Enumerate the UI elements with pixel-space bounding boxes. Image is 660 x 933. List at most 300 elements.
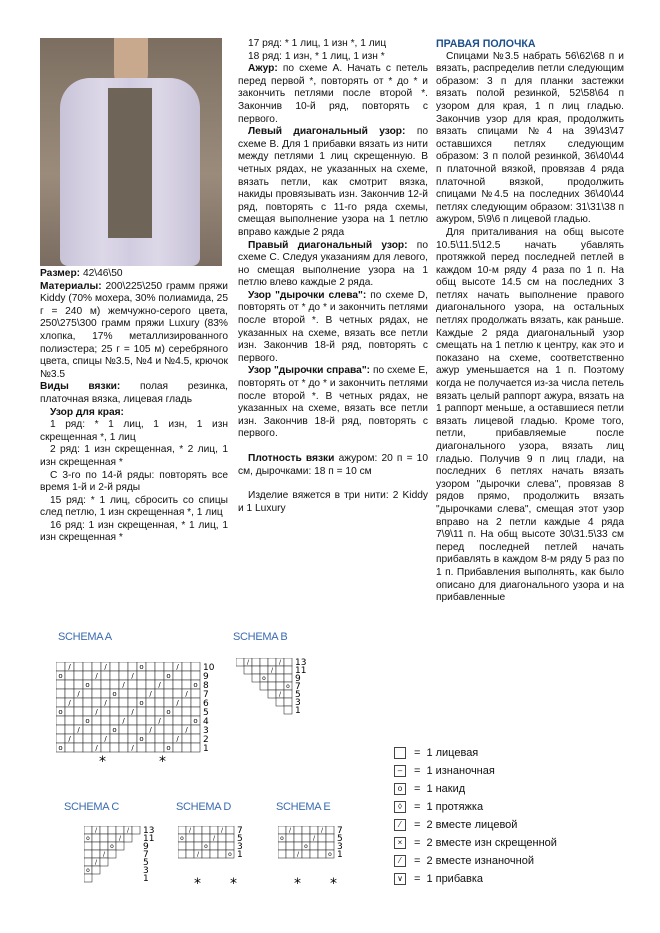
chart-symbol: o <box>85 681 90 689</box>
slip-symbol-icon: ◊ <box>394 801 406 813</box>
chart-cell <box>182 662 191 671</box>
chart-cell <box>164 689 173 698</box>
left-diag-text: по схеме B. Для 1 прибавки вязать из нити между петлями 1 лиц скрещенную. В четных рядах, не указанных на схеме, вязать петли, как смотрит вязка, накиды провязывать изн. Закончив 12-й ряд, повторять с 11-го ряда схемы, смещая выполнение узора на 1 петлю вправо каждые 2 ряда <box>238 126 428 238</box>
chart-symbol: / <box>68 699 71 707</box>
chart-cell <box>56 698 65 707</box>
row-number: 13 <box>143 826 155 836</box>
chart-symbol: / <box>131 744 134 752</box>
cardigan-photo <box>40 38 222 266</box>
chart-cell <box>182 743 191 752</box>
chart-cell <box>84 842 92 850</box>
chart-cell <box>182 680 191 689</box>
row-number: 5 <box>295 690 301 700</box>
chart-cell <box>83 671 92 680</box>
holes-right-text: по схеме E, повторять от * до * и закончить петлями после второй *. В четных рядах, не указанных на схеме, вязать все петли изн. Закончив 18-й ряд, повторять с первого. <box>238 365 428 440</box>
chart-symbol: / <box>95 708 98 716</box>
chart-cell <box>116 842 124 850</box>
chart-cell <box>74 734 83 743</box>
chart-cell <box>155 689 164 698</box>
chart-cell <box>268 690 276 698</box>
chart-symbol: o <box>139 735 144 743</box>
chart-symbol: o <box>58 708 63 716</box>
chart-cell <box>194 842 202 850</box>
chart-cell <box>164 698 173 707</box>
chart-cell <box>218 842 226 850</box>
chart-symbol: o <box>86 835 90 842</box>
chart-cell <box>84 850 92 858</box>
repeat-star: * <box>99 754 106 770</box>
chart-cell <box>191 743 200 752</box>
chart-cell <box>56 689 65 698</box>
size-value: 42\46\50 <box>82 268 123 279</box>
chart-cell <box>278 826 286 834</box>
chart-cell <box>268 674 276 682</box>
chart-cell <box>119 662 128 671</box>
chart-cell <box>110 734 119 743</box>
chart-symbol: / <box>95 744 98 752</box>
schema-a-label: SCHEMA A <box>58 631 112 643</box>
chart-cell <box>110 743 119 752</box>
chart-symbol: / <box>118 835 122 842</box>
chart-cell <box>137 725 146 734</box>
chart-symbol: o <box>112 726 117 734</box>
chart-cell <box>92 716 101 725</box>
chart-cell <box>116 826 124 834</box>
chart-cell <box>310 842 318 850</box>
chart-cell <box>74 698 83 707</box>
chart-cell <box>92 725 101 734</box>
schema-e-grid <box>278 826 334 858</box>
chart-symbol: o <box>86 867 90 874</box>
yarn-note: Изделие вяжется в три нити: 2 Kiddy и 1 Luxury <box>238 490 428 514</box>
chart-symbol: / <box>188 827 192 834</box>
chart-cell <box>74 680 83 689</box>
chart-cell <box>83 707 92 716</box>
chart-cell <box>191 734 200 743</box>
increase-symbol-icon: ∨ <box>394 873 406 885</box>
chart-cell <box>191 698 200 707</box>
chart-cell <box>119 671 128 680</box>
chart-cell <box>137 680 146 689</box>
symbol-legend <box>394 744 634 888</box>
chart-cell <box>260 666 268 674</box>
schema-d-label: SCHEMA D <box>176 801 232 813</box>
chart-symbol: / <box>122 681 125 689</box>
chart-cell <box>92 842 100 850</box>
row-number: 3 <box>203 726 209 736</box>
chart-cell <box>155 707 164 716</box>
p2tog-tbl-symbol-icon: × <box>394 837 406 849</box>
schema-c-chart <box>84 826 164 896</box>
chart-symbol: / <box>196 851 200 858</box>
schema-e-row-numbers <box>337 826 343 860</box>
schema-d-row-numbers <box>237 826 243 860</box>
chart-symbol: o <box>58 744 63 752</box>
row-number: 3 <box>295 698 301 708</box>
row-number: 5 <box>143 858 149 868</box>
chart-cell <box>65 671 74 680</box>
chart-cell <box>146 662 155 671</box>
repeat-star: * <box>230 876 237 892</box>
row-number: 3 <box>337 842 343 852</box>
chart-cell <box>74 716 83 725</box>
chart-cell <box>119 743 128 752</box>
repeat-star: * <box>330 876 337 892</box>
chart-cell <box>110 716 119 725</box>
chart-cell <box>182 698 191 707</box>
chart-symbol: o <box>166 744 171 752</box>
chart-symbol: / <box>131 672 134 680</box>
chart-cell <box>284 666 292 674</box>
chart-cell <box>83 734 92 743</box>
chart-cell <box>132 826 140 834</box>
chart-cell <box>128 716 137 725</box>
chart-cell <box>164 725 173 734</box>
chart-cell <box>155 725 164 734</box>
left-diag-label: Левый диагональный узор: <box>248 126 406 138</box>
chart-cell <box>110 680 119 689</box>
chart-cell <box>191 689 200 698</box>
legend-row: = 1 лицевая <box>394 744 634 762</box>
chart-symbol: / <box>126 827 130 834</box>
row-17: 17 ряд: * 1 лиц, 1 изн *, 1 лиц <box>248 38 387 49</box>
chart-cell <box>326 826 334 834</box>
chart-cell <box>92 734 101 743</box>
holes-left-text: по схеме D, повторять от * до * и закончить петлями после второй *. В четных рядах, не указанных на схеме, вязать все петли изн. Закончив 18-й ряд, повторять с первого. <box>238 289 428 364</box>
chart-cell <box>210 826 218 834</box>
chart-cell <box>100 842 108 850</box>
chart-symbol: / <box>94 827 98 834</box>
chart-cell <box>284 698 292 706</box>
ajur-label: Ажур: <box>248 63 278 75</box>
chart-cell <box>194 826 202 834</box>
row-number: 5 <box>237 834 243 844</box>
types-text: полая резинка, платочная вязка, лицевая гладь <box>40 381 228 405</box>
chart-symbol: / <box>246 659 250 666</box>
chart-cell <box>164 716 173 725</box>
row-number: 2 <box>203 735 209 745</box>
chart-cell <box>278 850 286 858</box>
chart-cell <box>65 689 74 698</box>
chart-cell <box>284 658 292 666</box>
chart-cell <box>101 716 110 725</box>
row-number: 1 <box>337 850 343 860</box>
chart-cell <box>128 734 137 743</box>
row-number: 5 <box>203 708 209 718</box>
row-number: 7 <box>143 850 149 860</box>
schema-a-grid <box>56 662 200 752</box>
chart-cell <box>108 834 116 842</box>
schema-c-grid <box>84 826 140 882</box>
chart-cell <box>244 666 252 674</box>
chart-symbol: / <box>68 663 71 671</box>
yarn-over-symbol-icon: o <box>394 783 406 795</box>
chart-cell <box>186 850 194 858</box>
chart-cell <box>182 734 191 743</box>
chart-cell <box>128 698 137 707</box>
schema-d-chart <box>178 826 258 896</box>
chart-cell <box>164 734 173 743</box>
chart-cell <box>137 671 146 680</box>
legend-row: × = 2 вместе изн скрещенной <box>394 834 634 852</box>
chart-cell <box>83 662 92 671</box>
chart-cell <box>178 826 186 834</box>
row-number: 9 <box>295 674 301 684</box>
row-18: 18 ряд: 1 изн, * 1 лиц, 1 изн * <box>248 50 385 62</box>
edge-row: 15 ряд: * 1 лиц, сбросить со спицы след петлю, 1 изн скрещенная *, 1 лиц <box>40 494 228 519</box>
chart-symbol: / <box>122 717 125 725</box>
chart-cell <box>310 850 318 858</box>
schema-c-label: SCHEMA C <box>64 801 120 813</box>
schema-b-grid <box>236 658 292 714</box>
chart-cell <box>92 850 100 858</box>
chart-cell <box>284 706 292 714</box>
chart-symbol: / <box>104 735 107 743</box>
chart-cell <box>218 850 226 858</box>
chart-cell <box>101 671 110 680</box>
chart-cell <box>137 716 146 725</box>
schema-e-chart <box>278 826 358 896</box>
chart-cell <box>155 743 164 752</box>
chart-symbol: o <box>139 699 144 707</box>
chart-cell <box>100 826 108 834</box>
chart-cell <box>284 674 292 682</box>
schema-b-chart <box>236 658 326 728</box>
chart-symbol: o <box>280 835 284 842</box>
chart-cell <box>310 826 318 834</box>
chart-cell <box>110 707 119 716</box>
row-number: 5 <box>337 834 343 844</box>
row-number: 7 <box>295 682 301 692</box>
chart-symbol: / <box>102 851 106 858</box>
materials-label: Материалы: <box>40 280 102 292</box>
chart-cell <box>146 734 155 743</box>
chart-cell <box>56 725 65 734</box>
chart-cell <box>155 671 164 680</box>
chart-cell <box>191 725 200 734</box>
chart-cell <box>74 707 83 716</box>
chart-cell <box>284 690 292 698</box>
chart-cell <box>202 826 210 834</box>
chart-cell <box>164 662 173 671</box>
chart-symbol: o <box>304 843 308 850</box>
chart-cell <box>276 666 284 674</box>
chart-cell <box>260 682 268 690</box>
repeat-star: * <box>194 876 201 892</box>
chart-cell <box>173 680 182 689</box>
chart-cell <box>146 680 155 689</box>
chart-symbol: / <box>296 851 300 858</box>
chart-symbol: o <box>110 843 114 850</box>
knit-symbol-icon <box>394 747 406 759</box>
chart-symbol: / <box>278 691 282 698</box>
chart-cell <box>128 680 137 689</box>
chart-cell <box>164 680 173 689</box>
chart-symbol: o <box>228 851 232 858</box>
edge-row: 1 ряд: * 1 лиц, 1 изн, 1 изн скрещенная *, 1 лиц <box>40 419 228 443</box>
chart-cell <box>302 826 310 834</box>
chart-cell <box>294 826 302 834</box>
chart-symbol: / <box>94 859 98 866</box>
chart-cell <box>210 842 218 850</box>
chart-symbol: / <box>176 735 179 743</box>
row-number: 10 <box>203 663 215 673</box>
schema-a-row-numbers <box>203 663 215 754</box>
chart-cell <box>110 671 119 680</box>
p2tog-symbol-icon: ⁄ <box>394 855 406 867</box>
chart-cell <box>65 680 74 689</box>
chart-cell <box>92 680 101 689</box>
chart-cell <box>92 834 100 842</box>
chart-symbol: o <box>328 851 332 858</box>
density-text: ажуром: 20 п = 10 см, дырочками: 18 п = 10 см <box>238 453 428 477</box>
chart-symbol: / <box>270 667 274 674</box>
chart-cell <box>182 716 191 725</box>
chart-symbol: o <box>262 675 266 682</box>
chart-symbol: / <box>104 663 107 671</box>
edge-row: 16 ряд: 1 изн скрещенная, * 1 лиц, 1 изн скрещенная * <box>40 519 228 544</box>
chart-cell <box>218 834 226 842</box>
chart-symbol: / <box>185 690 188 698</box>
chart-symbol: o <box>180 835 184 842</box>
repeat-star: * <box>294 876 301 892</box>
chart-symbol: o <box>139 663 144 671</box>
chart-cell <box>146 743 155 752</box>
chart-cell <box>137 689 146 698</box>
chart-cell <box>226 826 234 834</box>
edge-row: 2 ряд: 1 изн скрещенная, * 2 лиц, 1 изн скрещенная * <box>40 444 228 468</box>
chart-cell <box>119 689 128 698</box>
chart-cell <box>286 850 294 858</box>
column-3 <box>436 38 624 605</box>
chart-cell <box>326 834 334 842</box>
ajur-text: по схеме A. Начать с петель перед первой *, повторять от * до * и закончить петлями после второй *. Закончив 10-й ряд, повторять с первого. <box>238 63 428 125</box>
schema-b-label: SCHEMA B <box>233 631 288 643</box>
chart-cell <box>108 826 116 834</box>
chart-cell <box>92 662 101 671</box>
chart-cell <box>92 698 101 707</box>
k2tog-symbol-icon: ⁄ <box>394 819 406 831</box>
chart-cell <box>119 734 128 743</box>
chart-cell <box>74 743 83 752</box>
legend-row: ⁄ = 2 вместе лицевой <box>394 816 634 834</box>
legend-row: ⁄ = 2 вместе изнаночной <box>394 852 634 870</box>
chart-symbol: o <box>193 717 198 725</box>
right-diag-text: по схеме C. Следуя указаниям для левого, но смещая выполнение узора на 1 петлю влево каждые 2 ряда. <box>238 239 428 289</box>
chart-cell <box>101 707 110 716</box>
row-number: 7 <box>237 826 243 836</box>
chart-cell <box>202 850 210 858</box>
chart-cell <box>182 707 191 716</box>
chart-cell <box>252 666 260 674</box>
chart-symbol: / <box>212 835 216 842</box>
chart-cell <box>276 674 284 682</box>
chart-cell <box>173 689 182 698</box>
schema-d-grid <box>178 826 234 858</box>
chart-cell <box>173 707 182 716</box>
chart-cell <box>182 671 191 680</box>
right-front-para-2: Для приталивания на общ высоте 10.5\11.5\12.5 начать убавлять протяжкой перед последней петлей в каждом 10-м ряду 4 раза по 1 п. На общ высоте 14.5 см на последних 3 петлях начать выполнение правого диагонального узора, на остальных петлях продолжать вязать, как раньше. Каждые 2 ряда диагональный узор смещать на 1 петлю к центру, как это и показано на схеме, соответственно ажур уменьшается на 1 п. Поэтому когда не получается из-за числа петель вязать целый раппорт ажура, вязать на 1 раппорт меньше, а оставшиеся петли вязать лицевой гладью. Кроме того, петли, прибавляемые после диагонального узора, вязать лиц гладью. Получив 9 п лиц глади, на последних 6 петлях начать вязать узором "дырочки слева", провязав 8 рядов прямо, продолжить вязать "дырочками слева", смещая этот узор вправо на 2 петли каждые 4 ряда 7\9\11 п. На общ высоте 30\31.5\33 см перед последней петлей начать прибавлять в каждом 8-м ряду 5 раз по 1 п. Прибавления выполнять, как было описано для диагонального узора и на прибавленные <box>436 226 624 604</box>
chart-cell <box>268 658 276 666</box>
chart-cell <box>83 689 92 698</box>
chart-cell <box>100 858 108 866</box>
chart-cell <box>101 689 110 698</box>
chart-symbol: / <box>320 827 324 834</box>
chart-cell <box>124 834 132 842</box>
chart-cell <box>92 689 101 698</box>
chart-cell <box>119 725 128 734</box>
edge-heading: Узор для края: <box>50 406 124 418</box>
chart-cell <box>128 725 137 734</box>
chart-symbol: o <box>58 672 63 680</box>
chart-cell <box>173 725 182 734</box>
chart-cell <box>318 850 326 858</box>
chart-symbol: / <box>312 835 316 842</box>
chart-cell <box>155 734 164 743</box>
row-number: 7 <box>203 690 209 700</box>
row-number: 4 <box>203 717 209 727</box>
chart-cell <box>119 707 128 716</box>
chart-symbol: o <box>166 708 171 716</box>
chart-symbol: o <box>166 672 171 680</box>
chart-cell <box>268 682 276 690</box>
chart-cell <box>146 698 155 707</box>
chart-symbol: / <box>95 672 98 680</box>
chart-symbol: / <box>68 735 71 743</box>
size-label: Размер: <box>40 268 81 279</box>
chart-cell <box>173 716 182 725</box>
right-front-para-1: Спицами №3.5 набрать 56\62\68 п и вязать, распределив петли следующим образом: 3 п для планки застежки вязать полой резинкой, 52\58\64 п узором для края, 1 п лиц гладью. Закончив узор для края, продолжить вязать спицами №4 на 39\43\47 оставшихся петлях следующим образом: 3 п полой резинкой, 36\40\44 п платочной вязкой, провязав 4 ряда платочной вязкой, продолжить спицами №4.5 на последних 36\40\44 петлях следующим образом: 31\31\38 п ажуром, 5\9\6 п лицевой гладью. <box>436 50 624 226</box>
legend-row: o = 1 накид <box>394 780 634 798</box>
chart-cell <box>56 662 65 671</box>
chart-symbol: o <box>112 690 117 698</box>
chart-cell <box>83 698 92 707</box>
row-number: 9 <box>143 842 149 852</box>
chart-cell <box>92 866 100 874</box>
row-number: 11 <box>143 834 155 844</box>
schema-c-row-numbers <box>143 826 154 884</box>
chart-cell <box>276 682 284 690</box>
chart-cell <box>326 842 334 850</box>
chart-cell <box>83 743 92 752</box>
row-number: 1 <box>295 706 301 716</box>
chart-cell <box>128 689 137 698</box>
chart-cell <box>84 826 92 834</box>
chart-cell <box>56 716 65 725</box>
chart-cell <box>108 850 116 858</box>
chart-cell <box>260 658 268 666</box>
chart-cell <box>191 671 200 680</box>
row-number: 1 <box>203 744 209 754</box>
chart-cell <box>294 842 302 850</box>
chart-cell <box>236 658 244 666</box>
schema-b-row-numbers <box>295 658 306 716</box>
chart-symbol: o <box>286 683 290 690</box>
edge-row: С 3-го по 14-й ряды: повторять все время 1-й и 2-й ряды <box>40 469 228 494</box>
chart-cell <box>194 834 202 842</box>
chart-cell <box>286 834 294 842</box>
chart-cell <box>137 707 146 716</box>
repeat-star: * <box>159 754 166 770</box>
chart-cell <box>101 725 110 734</box>
chart-symbol: / <box>176 663 179 671</box>
chart-symbol: / <box>278 659 282 666</box>
chart-cell <box>286 842 294 850</box>
row-number: 3 <box>143 866 149 876</box>
chart-cell <box>202 834 210 842</box>
row-number: 1 <box>237 850 243 860</box>
legend-row: – = 1 изнаночная <box>394 762 634 780</box>
